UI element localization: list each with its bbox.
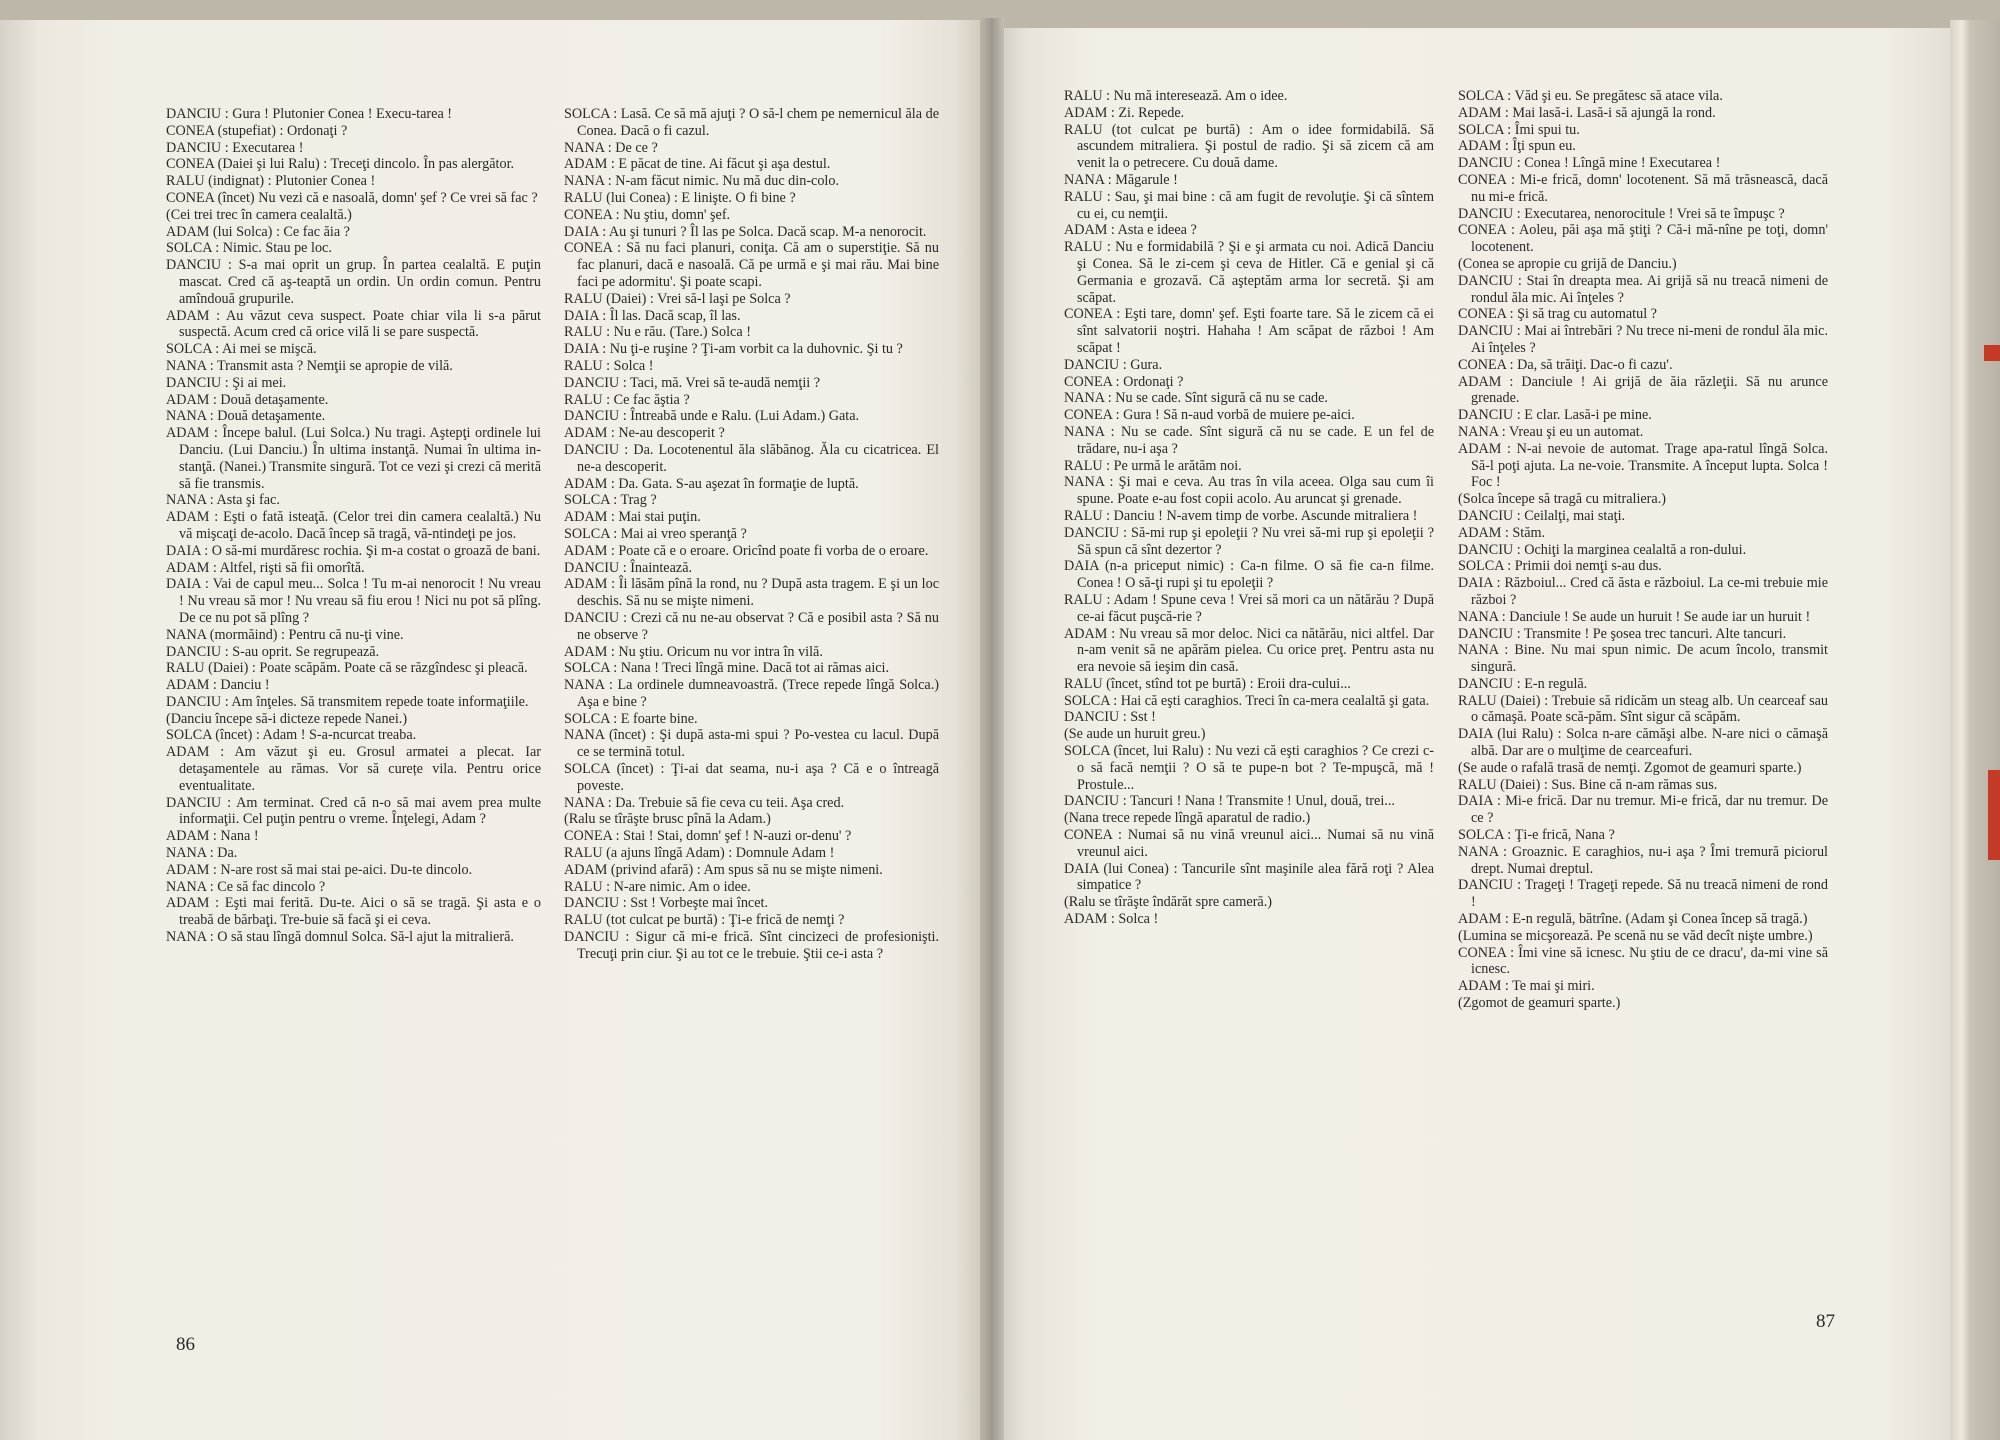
dialogue-line: RALU (lui Conea) : E linişte. O fi bine ? — [564, 189, 796, 206]
dialogue-line: DANCIU : S-au oprit. Se regrupează. — [166, 643, 380, 660]
dialogue-line: (Cei trei trec în camera cealaltă.) — [166, 206, 352, 223]
dialogue-line: RALU : N-are nimic. Am o idee. — [564, 878, 751, 895]
dialogue-line: DANCIU : Mai ai întrebări ? Nu trece ni-meni de rondul ăla mic. Ai înţeles ? — [1458, 323, 1828, 356]
dialogue-line: DANCIU : Înaintează. — [564, 559, 693, 576]
dialogue-line: DANCIU : Gura ! Plutonier Conea ! Execu-tarea ! — [166, 106, 453, 122]
dialogue-line: CONEA (stupefiat) : Ordonaţi ? — [166, 122, 348, 139]
bookmark-ribbon — [1984, 345, 2000, 361]
dialogue-line: NANA : Două detaşamente. — [166, 408, 326, 425]
dialogue-line: SOLCA : Lasă. Ce să mă ajuţi ? O să-l chem pe nemernicul ăla de Conea. Dacă o fi cazul. — [564, 106, 939, 139]
dialogue-line: DANCIU : E clar. Lasă-i pe mine. — [1458, 407, 1652, 424]
dialogue-line: DANCIU : S-a mai oprit un grup. În partea cealaltă. E puţin mascat. Cred că aş-teaptă un ordin. Un ordin comun. Pentru amîndouă grupurile. — [166, 257, 541, 307]
left-page-column-2 — [564, 106, 939, 963]
dialogue-line: SOLCA (încet) : Adam ! S-a-ncurcat treaba. — [166, 727, 417, 744]
dialogue-line: ADAM : Altfel, rişti să fii omorîtă. — [166, 559, 365, 576]
dialogue-line: ADAM : Nu vreau să mor deloc. Nici ca nătărău, nici altfel. Dar n-am venit să ne apărăm pielea. Cu orice preţ. Pentru asta nu era nevoie să ieşim din casă. — [1064, 625, 1434, 676]
dialogue-line: DAIA : Mi-e frică. Dar nu tremur. Mi-e frică, dar nu tremur. De ce ? — [1458, 793, 1828, 827]
cover-edge — [1950, 20, 2000, 1440]
dialogue-line: NANA : Transmit asta ? Nemţii se apropie de vilă. — [166, 357, 453, 374]
dialogue-line: NANA : Ce să fac dincolo ? — [166, 878, 326, 895]
left-page-column-1 — [166, 106, 541, 946]
dialogue-line: (Ralu se tîrăşte îndărăt spre cameră.) — [1064, 894, 1272, 911]
dialogue-line: DAIA : Au şi tunuri ? Îl las pe Solca. Dacă scap. M-a nenorocit. — [564, 223, 927, 240]
dialogue-line: NANA : Bine. Nu mai spun nimic. De acum încolo, transmit singură. — [1458, 642, 1828, 676]
dialogue-line: (Danciu începe să-i dicteze repede Nanei.) — [166, 710, 408, 727]
dialogue-line: SOLCA : Ai mei se mişcă. — [166, 341, 317, 358]
dialogue-line: ADAM : Îi lăsăm pînă la rond, nu ? După asta tragem. E şi un loc deschis. Să nu se mişte nimeni. — [564, 576, 939, 610]
dialogue-line: CONEA (Daiei şi lui Ralu) : Treceţi dincolo. În pas alergător. — [166, 156, 515, 173]
dialogue-line: DANCIU : Trageţi ! Trageţi repede. Să nu treacă nimeni de rond ! — [1458, 877, 1828, 911]
dialogue-line: DANCIU : Am terminat. Cred că n-o să mai avem prea multe informaţii. Cel puţin pentru o vreme. Înţelegi, Adam ? — [166, 794, 541, 828]
dialogue-line: ADAM : Danciu ! — [166, 677, 270, 694]
dialogue-line: DAIA (n-a priceput nimic) : Ca-n filme. O să fie ca-n filme. Conea ! O să-ţi rupi şi tu epoleţii ? — [1064, 558, 1434, 592]
dialogue-line: CONEA : Gura ! Să n-aud vorbă de muiere pe-aici. — [1064, 407, 1355, 424]
dialogue-line: ADAM : Eşti o fată isteaţă. (Celor trei din camera cealaltă.) Nu vă mişcaţi de-acolo. Dacă încep să tragă, vă-ntindeţi pe jos. — [166, 509, 541, 542]
dialogue-line: RALU (tot culcat pe burtă) : Ţi-e frică de nemţi ? — [564, 912, 845, 929]
dialogue-line: ADAM : Am văzut şi eu. Grosul armatei a plecat. Iar detaşamentele au rămas. Vor să curețe vila. Pentru orice eventualitate. — [166, 744, 541, 794]
dialogue-line: (Se aude o rafală trasă de nemţi. Zgomot de geamuri sparte.) — [1458, 759, 1802, 776]
dialogue-line: DANCIU : Transmite ! Pe şosea trec tancuri. Alte tancuri. — [1458, 625, 1787, 642]
dialogue-line: NANA : La ordinele dumneavoastră. (Trece repede lîngă Solca.) Aşa e bine ? — [564, 677, 939, 710]
dialogue-line: NANA : Vreau şi eu un automat. — [1458, 423, 1644, 440]
dialogue-line: ADAM : Stăm. — [1458, 524, 1546, 541]
dialogue-line: ADAM : Îţi spun eu. — [1458, 138, 1576, 155]
dialogue-line: SOLCA : Hai că eşti caraghios. Treci în ca-mera cealaltă şi gata. — [1064, 692, 1430, 709]
dialogue-line: ADAM : Începe balul. (Lui Solca.) Nu tragi. Aştepţi ordinele lui Danciu. (Lui Danciu.) În ultima instanţă. Numai în ultima in-stanţă. (Nanei.) Transmite singură. Tot ce vezi şi crezi că merită să fie transmis. — [166, 425, 541, 492]
dialogue-line: ADAM : Poate că e o eroare. Oricînd poate fi vorba de o eroare. — [564, 542, 929, 559]
dialogue-line: RALU (a ajuns lîngă Adam) : Domnule Adam ! — [564, 845, 835, 862]
dialogue-line: DAIA : Îl las. Dacă scap, îl las. — [564, 307, 741, 324]
dialogue-line: (Zgomot de geamuri sparte.) — [1458, 995, 1621, 1012]
dialogue-line: RALU (Daiei) : Trebuie să ridicăm un steag alb. Un cearceaf sau o cămaşă. Poate scă-păm. Sînt sigur că scăpăm. — [1458, 692, 1828, 726]
dialogue-line: DANCIU : Să-mi rup şi epoleţii ? Nu vrei să-mi rup şi epoleţii ? Să spun că sînt dezertor ? — [1064, 524, 1434, 558]
dialogue-line: RALU : Pe urmă le arătăm noi. — [1064, 457, 1242, 474]
dialogue-line: SOLCA (încet) : Ţi-ai dat seama, nu-i aşa ? Că e o întreagă poveste. — [564, 761, 939, 794]
dialogue-line: SOLCA : Nana ! Treci lîngă mine. Dacă tot ai rămas aici. — [564, 660, 890, 677]
dialogue-line: NANA : Groaznic. E caraghios, nu-i aşa ? Îmi tremură piciorul drept. Numai dreptul. — [1458, 843, 1828, 877]
dialogue-line: NANA : Măgarule ! — [1064, 171, 1178, 188]
dialogue-line: ADAM : Ne-au descoperit ? — [564, 425, 725, 442]
dialogue-line: NANA : Nu se cade. Sînt sigură că nu se cade. E un fel de trădare, nu-i aşa ? — [1064, 423, 1434, 457]
dialogue-line: (Nana trece repede lîngă aparatul de radio.) — [1064, 810, 1311, 827]
dialogue-line: SOLCA (încet, lui Ralu) : Nu vezi că eşti caraghios ? Ce crezi c-o să facă nemţii ? O să te pupe-n bot ? Te-mpuşcă, mă ! Prostule... — [1064, 743, 1434, 793]
dialogue-line: RALU : Nu mă interesează. Am o idee. — [1064, 88, 1288, 104]
dialogue-line: CONEA : Şi să trag cu automatul ? — [1458, 306, 1657, 323]
left-page-number: 86 — [176, 1334, 195, 1355]
dialogue-line: NANA : Şi mai e ceva. Au tras în vila aceea. Olga sau cum îi spune. Poate e-au fost copii acolo. Au aruncat şi grenade. — [1064, 474, 1434, 508]
dialogue-line: NANA : Da. — [166, 845, 238, 862]
dialogue-line: SOLCA : Trag ? — [564, 492, 657, 509]
dialogue-line: NANA (mormăind) : Pentru că nu-ţi vine. — [166, 626, 404, 643]
dialogue-line: ADAM (privind afară) : Am spus să nu se mişte nimeni. — [564, 861, 883, 878]
dialogue-line: SOLCA : Îmi spui tu. — [1458, 121, 1580, 138]
dialogue-line: ADAM : N-are rost să mai stai pe-aici. Du-te dincolo. — [166, 861, 473, 878]
dialogue-line: NANA : Danciule ! Se aude un huruit ! Se aude iar un huruit ! — [1458, 608, 1811, 625]
dialogue-line: DANCIU : Taci, mă. Vrei să te-audă nemţii ? — [564, 374, 821, 391]
dialogue-line: RALU (Daiei) : Vrei să-l laşi pe Solca ? — [564, 290, 791, 307]
dialogue-line: SOLCA : Primii doi nemţi s-au dus. — [1458, 558, 1662, 575]
right-page-number: 87 — [1816, 1311, 1835, 1332]
dialogue-line: DAIA (lui Ralu) : Solca n-are cămăşi albe. N-are nici o cămaşă albă. Dar are o mulţime de cearceafuri. — [1458, 726, 1828, 760]
dialogue-line: ADAM : Asta e ideea ? — [1064, 222, 1197, 239]
dialogue-line: CONEA : Să nu faci planuri, coniţa. Că am o superstiţie. Să nu fac planuri, dacă e nasoală. Că pe urmă e şi mai rău. Mai bine faci pe adormitu'. Şi poate scapi. — [564, 240, 939, 290]
dialogue-line: DANCIU : Da. Locotenentul ăla slăbănog. Ăla cu cicatricea. El ne-a descoperit. — [564, 441, 939, 475]
dialogue-line: DAIA : Nu ţi-e ruşine ? Ţi-am vorbit ca la duhovnic. Şi tu ? — [564, 341, 903, 358]
dialogue-line: DANCIU : Conea ! Lîngă mine ! Executarea ! — [1458, 155, 1721, 172]
dialogue-line: DANCIU : Gura. — [1064, 356, 1163, 373]
dialogue-line: DANCIU : Ceilalţi, mai staţi. — [1458, 507, 1626, 524]
dialogue-line: RALU : Nu e rău. (Tare.) Solca ! — [564, 324, 751, 341]
dialogue-line: RALU : Danciu ! N-avem timp de vorbe. Ascunde mitraliera ! — [1064, 507, 1418, 524]
dialogue-line: RALU : Sau, şi mai bine : că am fugit de revoluţie. Şi că sîntem cu ei, cu nemţii. — [1064, 188, 1434, 222]
dialogue-line: ADAM : Zi. Repede. — [1064, 104, 1185, 121]
dialogue-line: CONEA : Numai să nu vină vreunul aici... Numai să nu vină vreunul aici. — [1064, 827, 1434, 860]
dialogue-line: ADAM : Nu ştiu. Oricum nu vor intra în vilă. — [564, 643, 823, 660]
dialogue-line: ADAM : E păcat de tine. Ai făcut şi aşa destul. — [564, 156, 831, 173]
dialogue-line: ADAM : Nana ! — [166, 828, 259, 845]
right-page-column-1 — [1064, 88, 1434, 928]
dialogue-line: RALU (Daiei) : Sus. Bine că n-am rămas sus. — [1458, 776, 1718, 793]
dialogue-line: RALU (Daiei) : Poate scăpăm. Poate că se răzgîndesc şi pleacă. — [166, 660, 528, 677]
dialogue-line: DANCIU : Executarea, nenorocitule ! Vrei să te împuşc ? — [1458, 205, 1785, 222]
dialogue-line: ADAM : N-ai nevoie de automat. Trage apa-ratul lîngă Solca. Să-l poţi ajuta. La ne-voie. Transmite. A început lupta. Solca ! Foc ! — [1458, 440, 1828, 491]
dialogue-line: DANCIU : Ochiţi la marginea cealaltă a ron-dului. — [1458, 541, 1747, 558]
dialogue-line: DANCIU : Sst ! Vorbeşte mai încet. — [564, 895, 768, 912]
dialogue-line: NANA (încet) : Şi după asta-mi spui ? Po-vestea cu lacul. După ce se termină totul. — [564, 727, 939, 761]
dialogue-line: ADAM : Danciule ! Ai grijă de ăia răzleţii. Să nu arunce grenade. — [1458, 373, 1828, 407]
right-page-column-2 — [1458, 88, 1828, 1012]
dialogue-line: CONEA (încet) Nu vezi că e nasoală, domn' şef ? Ce vrei să fac ? — [166, 189, 538, 206]
dialogue-line: SOLCA : Ţi-e frică, Nana ? — [1458, 827, 1615, 844]
dialogue-line: ADAM (lui Solca) : Ce fac ăia ? — [166, 223, 350, 240]
dialogue-line: (Ralu se tîrăşte brusc pînă la Adam.) — [564, 811, 771, 828]
dialogue-line: CONEA : Stai ! Stai, domn' şef ! N-auzi or-denu' ? — [564, 828, 852, 845]
dialogue-line: SOLCA : Nimic. Stau pe loc. — [166, 240, 332, 257]
dialogue-line: DANCIU : Sst ! — [1064, 709, 1156, 726]
dialogue-line: CONEA : Mi-e frică, domn' locotenent. Să mă trăsnească, dacă nu mi-e frică. — [1458, 171, 1828, 205]
dialogue-line: RALU : Adam ! Spune ceva ! Vrei să mori ca un nătărău ? După ce-ai făcut puşcă-rie ? — [1064, 591, 1434, 625]
dialogue-line: DANCIU : E-n regulă. — [1458, 675, 1588, 692]
dialogue-line: NANA : N-am făcut nimic. Nu mă duc din-colo. — [564, 173, 840, 190]
dialogue-line: NANA : Da. Trebuie să fie ceva cu teii. Aşa cred. — [564, 794, 845, 811]
dialogue-line: (Conea se apropie cu grijă de Danciu.) — [1458, 255, 1677, 272]
dialogue-line: ADAM : Da. Gata. S-au aşezat în formaţie de luptă. — [564, 475, 859, 492]
dialogue-line: NANA : Nu se cade. Sînt sigură că nu se cade. — [1064, 390, 1328, 407]
dialogue-line: CONEA : Eşti tare, domn' şef. Eşti foarte tare. Să le zicem că ei sînt salvatorii noştri. Hahaha ! Am scăpat de război ! Am scăpat ! — [1064, 306, 1434, 356]
dialogue-line: DAIA : Vai de capul meu... Solca ! Tu m-ai nenorocit ! Nu vreau ! Nu vreau să mor ! Nu vreau să fiu erou ! Nici nu pot să plîng. De ce nu pot să plîng ? — [166, 576, 541, 626]
dialogue-line: (Lumina se micşorează. Pe scenă nu se văd decît nişte umbre.) — [1458, 927, 1813, 944]
dialogue-line: CONEA : Îmi vine să icnesc. Nu ştiu de ce dracu', da-mi vine să icnesc. — [1458, 944, 1828, 978]
dialogue-line: DANCIU : Şi ai mei. — [166, 374, 287, 391]
dialogue-line: ADAM : E-n regulă, bătrîne. (Adam şi Conea încep să tragă.) — [1458, 911, 1808, 928]
dialogue-line: NANA : O să stau lîngă domnul Solca. Să-l ajut la mitralieră. — [166, 929, 514, 946]
dialogue-line: DANCIU : Stai în dreapta mea. Ai grijă să nu treacă nimeni de rondul ăla mic. Ai înţeles ? — [1458, 272, 1828, 306]
dialogue-line: (Solca începe să tragă cu mitraliera.) — [1458, 491, 1666, 508]
dialogue-line: DAIA : O să-mi murdăresc rochia. Şi m-a costat o groază de bani. — [166, 542, 541, 559]
dialogue-line: DANCIU : Tancuri ! Nana ! Transmite ! Unul, două, trei... — [1064, 793, 1395, 810]
dialogue-line: CONEA : Da, să trăiţi. Dac-o fi cazu'. — [1458, 356, 1673, 373]
dialogue-line: SOLCA : E foarte bine. — [564, 710, 698, 727]
dialogue-line: RALU : Ce fac ăştia ? — [564, 391, 690, 408]
dialogue-line: CONEA : Nu ştiu, domn' şef. — [564, 206, 731, 223]
dialogue-line: ADAM : Au văzut ceva suspect. Poate chiar vila li s-a părut suspectă. Acum cred că orice vilă li se pare suspectă. — [166, 307, 541, 341]
dialogue-line: ADAM : Două detaşamente. — [166, 391, 329, 408]
dialogue-line: (Se aude un huruit greu.) — [1064, 726, 1206, 743]
dialogue-line: DANCIU : Întreabă unde e Ralu. (Lui Adam.) Gata. — [564, 408, 860, 425]
book-spine — [980, 18, 1004, 1440]
dialogue-line: NANA : De ce ? — [564, 139, 658, 156]
dialogue-line: ADAM : Mai lasă-i. Lasă-i să ajungă la rond. — [1458, 104, 1716, 121]
dialogue-line: ADAM : Eşti mai ferită. Du-te. Aici o să se tragă. Şi asta e o treabă de bărbaţi. Tre-buie să facă şi ei ceva. — [166, 895, 541, 929]
dialogue-line: CONEA : Ordonaţi ? — [1064, 373, 1184, 390]
dialogue-line: DANCIU : Executarea ! — [166, 139, 304, 156]
dialogue-line: RALU : Nu e formidabilă ? Şi e şi armata cu noi. Adică Danciu şi Conea. Să le zi-cem şi ceva de Hitler. Că e genial şi că Germania e grozavă. Că aşteptăm arma lor secretă. Şi am scăpat. — [1064, 239, 1434, 306]
bookmark-ribbon-lower — [1988, 770, 2000, 860]
dialogue-line: SOLCA : Văd şi eu. Se pregătesc să atace vila. — [1458, 88, 1723, 104]
dialogue-line: RALU (încet, stînd tot pe burtă) : Eroii dra-cului... — [1064, 675, 1351, 692]
dialogue-line: RALU (tot culcat pe burtă) : Am o idee formidabilă. Să ascundem mitraliera. Şi postul de radio. Şi să zicem că am venit la o petrecere. Cu două dame. — [1064, 121, 1434, 172]
dialogue-line: NANA : Asta şi fac. — [166, 492, 280, 509]
dialogue-line: DANCIU : Sigur că mi-e frică. Sînt cincizeci de profesionişti. Trecuţi prin ciur. Şi au tot ce le trebuie. Ştii ce-i asta ? — [564, 929, 939, 962]
dialogue-line: DANCIU : Am înţeles. Să transmitem repede toate informaţiile. — [166, 693, 529, 710]
dialogue-line: DAIA : Războiul... Cred că ăsta e războiul. La ce-mi trebuie mie război ? — [1458, 575, 1828, 608]
dialogue-line: CONEA : Aoleu, păi aşa mă ştiţi ? Că-i mă-nîne pe toţi, domn' locotenent. — [1458, 222, 1828, 256]
dialogue-line: RALU (indignat) : Plutonier Conea ! — [166, 173, 376, 190]
dialogue-line: DAIA (lui Conea) : Tancurile sînt maşinile alea fără roţi ? Alea simpatice ? — [1064, 860, 1434, 894]
dialogue-line: RALU : Solca ! — [564, 357, 654, 374]
dialogue-line: ADAM : Te mai şi miri. — [1458, 978, 1595, 995]
dialogue-line: DANCIU : Crezi că nu ne-au observat ? Că e posibil asta ? Să nu ne observe ? — [564, 609, 939, 643]
dialogue-line: ADAM : Solca ! — [1064, 911, 1159, 928]
dialogue-line: SOLCA : Mai ai vreo speranţă ? — [564, 525, 747, 542]
dialogue-line: ADAM : Mai stai puţin. — [564, 509, 701, 526]
